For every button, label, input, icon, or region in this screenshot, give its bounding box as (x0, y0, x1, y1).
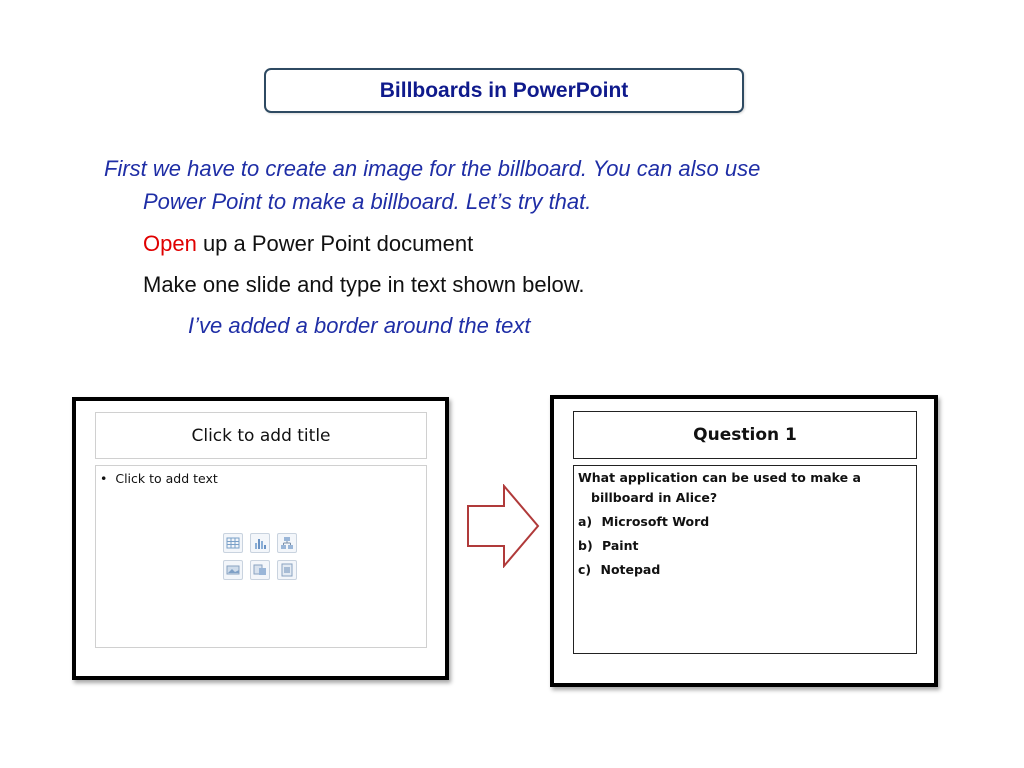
option-text: Paint (602, 538, 639, 553)
right-slide (550, 395, 938, 687)
clipart-icon (250, 560, 270, 580)
question-title: Question 1 (693, 425, 797, 445)
content-placeholder (95, 465, 427, 648)
option-text: Notepad (600, 562, 661, 577)
intro-line-1: First we have to create an image for the billboard. You can also use (104, 156, 761, 181)
left-slide (72, 397, 449, 680)
open-instruction (143, 227, 473, 260)
table-icon (223, 533, 243, 553)
intro-line-2: Power Point to make a billboard. Let’s try that. (143, 189, 592, 214)
text-placeholder: Click to add text (115, 471, 218, 486)
bullet-text (100, 471, 218, 486)
title-box (264, 68, 744, 113)
title-placeholder (95, 412, 427, 459)
option-letter: b) (578, 538, 593, 553)
question-line-1: What application can be used to make a (578, 470, 861, 485)
media-icon (277, 560, 297, 580)
question-title-box (573, 411, 917, 459)
question-line-2: billboard in Alice? (591, 490, 718, 505)
option-text: Microsoft Word (601, 514, 710, 529)
option-letter: a) (578, 514, 593, 529)
question-body-box (573, 465, 917, 654)
option-c (578, 560, 660, 580)
open-word: Open (143, 231, 197, 256)
chart-icon (250, 533, 270, 553)
option-letter: c) (578, 562, 592, 577)
smartart-icon (277, 533, 297, 553)
bullet: • (100, 471, 108, 486)
open-rest: up a Power Point document (196, 231, 474, 256)
picture-icon (223, 560, 243, 580)
option-a (578, 512, 709, 532)
border-note: I’ve added a border around the text (188, 313, 531, 338)
option-b (578, 536, 638, 556)
page-title: Billboards in PowerPoint (379, 78, 629, 102)
right-arrow-icon (466, 484, 542, 568)
make-slide-instruction: Make one slide and type in text shown below. (143, 272, 585, 297)
title-placeholder-text: Click to add title (191, 425, 331, 446)
